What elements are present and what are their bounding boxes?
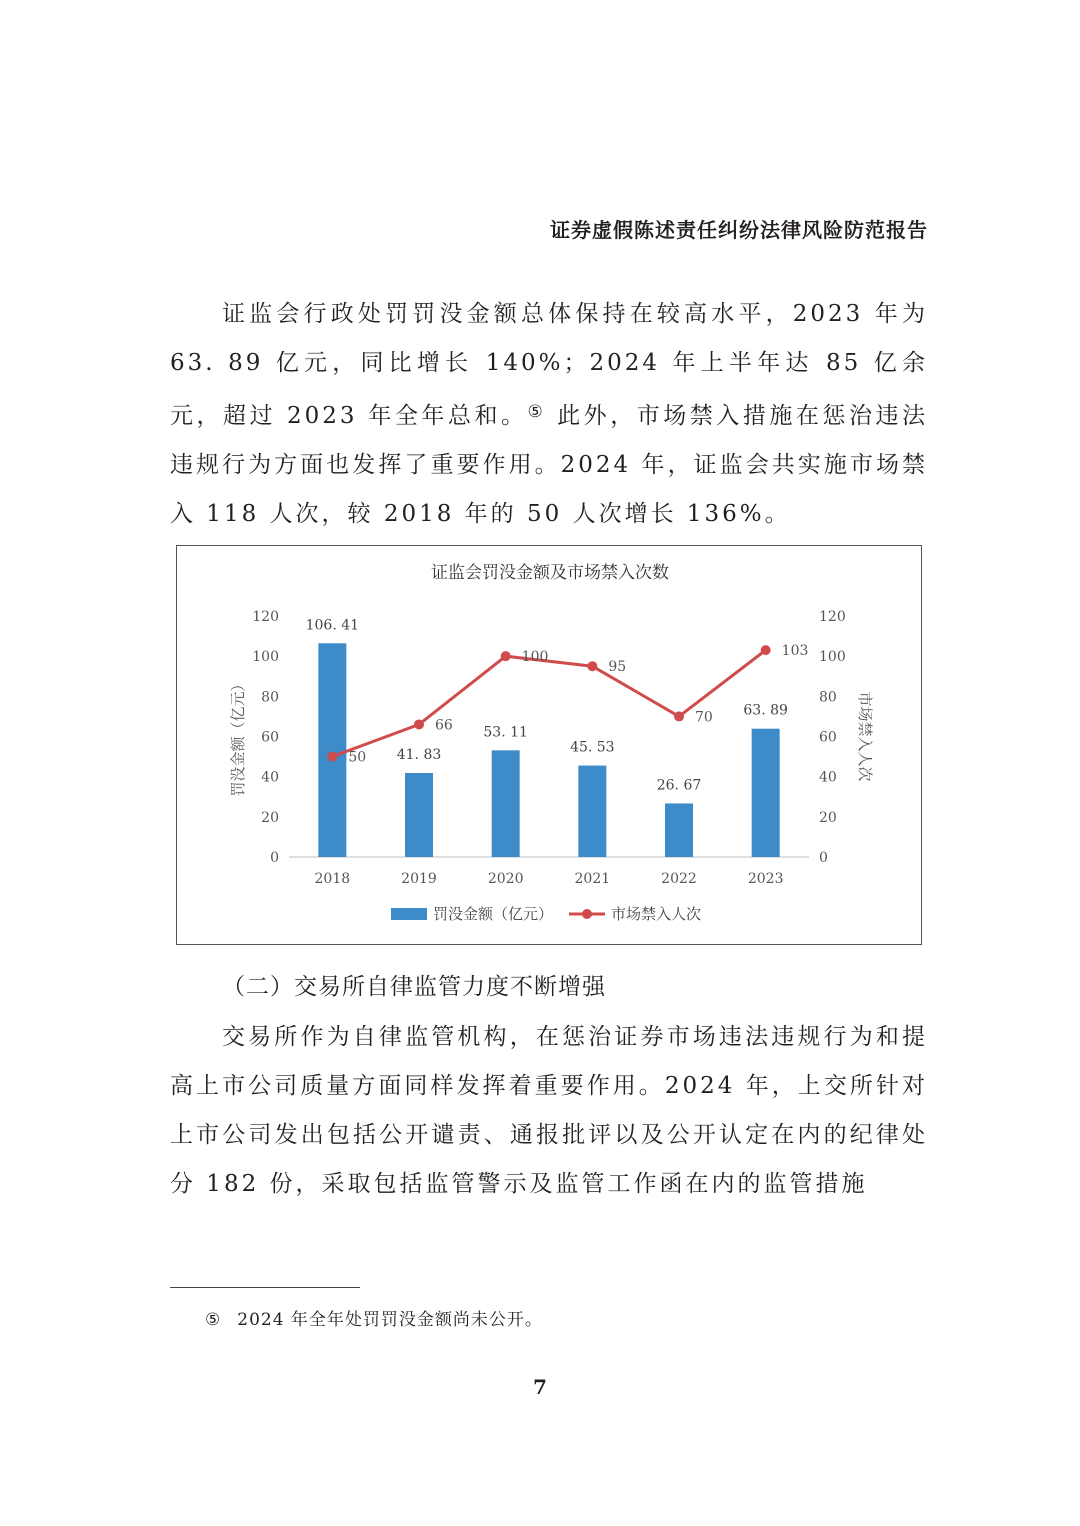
footnote-divider: [170, 1287, 360, 1288]
right-tick-label: 20: [819, 809, 837, 826]
bar-value-label: 45. 53: [570, 739, 615, 756]
left-axis-title: 罚没金额（亿元）: [229, 676, 247, 797]
right-tick-label: 80: [819, 689, 837, 706]
left-tick-label: 100: [252, 649, 279, 666]
paragraph-penalties-text-b: 此外，市场禁入措施在惩治违法违规行为方面也发挥了重要作用。2024 年，证监会共实施市场禁入 118 人次，较 2018 年的 50 人次增长 136%。: [170, 403, 929, 527]
footnote-mark: ⑤: [205, 1310, 222, 1330]
paragraph-penalties: [170, 290, 928, 539]
left-tick-label: 120: [252, 609, 279, 625]
line-value-label: 95: [608, 659, 627, 676]
section-heading: （二）交易所自律监管力度不断增强: [222, 974, 606, 1000]
series-line: [332, 650, 765, 756]
right-tick-label: 100: [819, 649, 846, 666]
legend-line-label: 市场禁入人次: [611, 905, 702, 923]
legend-bar-swatch: [391, 908, 427, 920]
bar-value-label: 41. 83: [396, 746, 442, 763]
left-tick-label: 40: [261, 769, 279, 786]
bar: [492, 750, 520, 857]
line-point: [587, 661, 597, 671]
line-point: [501, 651, 511, 661]
bar: [405, 773, 433, 857]
chart-title: 证监会罚没金额及市场禁入次数: [431, 563, 669, 583]
line-point: [327, 752, 337, 762]
paragraph-penalties-text-a: 证监会行政处罚罚没金额总体保持在较高水平，2023 年为 63. 89 亿元，同比增长 140%；2024 年上半年达 85 亿余元，超过 2023 年全年总和。: [170, 301, 928, 429]
left-tick-label: 20: [261, 809, 279, 826]
paragraph-exchange: 交易所作为自律监管机构，在惩治证券市场违法违规行为和提高上市公司质量方面同样发挥着重要作用。2024 年，上交所针对上市公司发出包括公开谴责、通报批评以及公开认定在内的纪律处分 182 份，采取包括监管警示及监管工作函在内的监管措施: [170, 1024, 928, 1197]
line-value-label: 100: [521, 649, 549, 666]
page-number: 7: [533, 1375, 547, 1399]
x-tick-label: 2018: [314, 871, 351, 887]
line-value-label: 50: [348, 749, 367, 766]
line-value-label: 70: [695, 709, 713, 726]
bar: [665, 803, 693, 857]
left-tick-label: 80: [261, 689, 279, 706]
left-tick-label: 0: [270, 850, 279, 866]
x-tick-label: 2022: [661, 871, 697, 887]
chart-frame: [176, 545, 922, 945]
x-tick-label: 2020: [487, 871, 524, 887]
bar: [318, 643, 346, 857]
bar: [578, 766, 606, 857]
running-header: 证券虚假陈述责任纠纷法律风险防范报告: [550, 218, 928, 242]
left-tick-label: 60: [261, 729, 279, 746]
penalty-ban-chart: [177, 546, 923, 946]
line-point: [674, 711, 684, 721]
footnote: [205, 1305, 543, 1330]
legend-line-marker: [582, 909, 592, 919]
line-value-label: 66: [435, 717, 453, 734]
bar-value-label: 63. 89: [743, 702, 788, 719]
bar-value-label: 106. 41: [305, 617, 360, 634]
footnote-text: 2024 年全年处罚罚没金额尚未公开。: [237, 1310, 543, 1330]
legend-bar-label: 罚没金额（亿元）: [433, 905, 554, 923]
right-tick-label: 60: [819, 729, 837, 746]
line-point: [414, 719, 424, 729]
x-tick-label: 2023: [747, 871, 784, 887]
bar-value-label: 53. 11: [483, 724, 528, 741]
bar: [752, 729, 780, 857]
x-tick-label: 2021: [574, 871, 611, 887]
bar-value-label: 26. 67: [656, 777, 702, 794]
line-value-label: 103: [781, 643, 809, 660]
right-axis-title: 市场禁入人次: [856, 691, 874, 782]
right-tick-label: 40: [819, 769, 837, 786]
x-tick-label: 2019: [401, 871, 437, 887]
footnote-reference[interactable]: ⑤: [527, 402, 547, 422]
line-point: [761, 645, 771, 655]
right-tick-label: 0: [819, 850, 828, 866]
right-tick-label: 120: [819, 609, 846, 625]
